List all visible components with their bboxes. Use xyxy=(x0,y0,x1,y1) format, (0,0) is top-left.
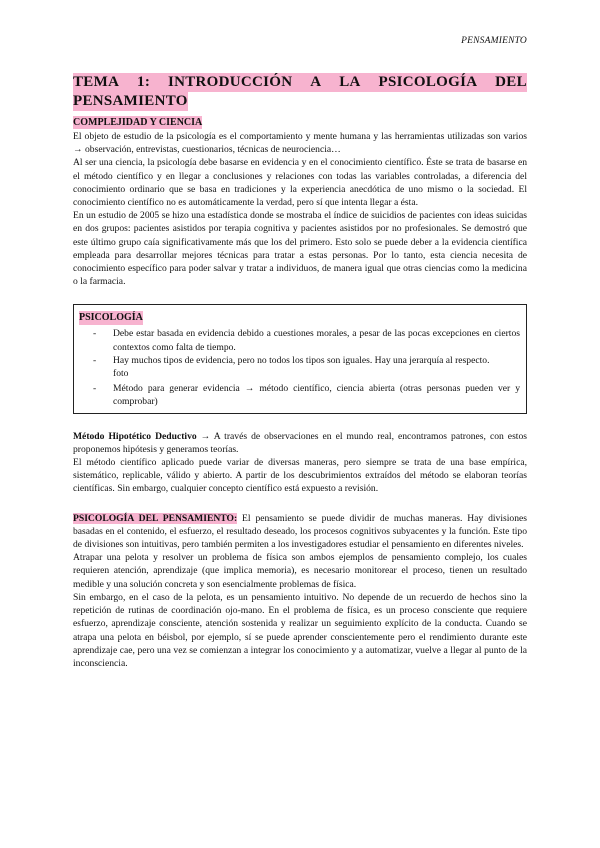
title-word: INTRODUCCIÓN xyxy=(167,74,293,90)
title-word: PSICOLOGÍA xyxy=(378,74,478,90)
title-word: TEMA xyxy=(73,74,120,90)
page-content xyxy=(73,73,527,670)
box-title: PSICOLOGÍA xyxy=(79,312,143,324)
list-item xyxy=(79,327,520,353)
title-word: LA xyxy=(339,74,361,90)
paragraph: El método científico aplicado puede variar de diversas maneras, pero siempre se trata de una base empírica, sistemático, replicable, válido y abierto. A partir de los descubrimientos extraídos del método se elaboran teorías científicas. Sin embargo, cualquier concepto científico está expuesto a revisión. xyxy=(73,457,527,495)
section-heading-complejidad: COMPLEJIDAD Y CIENCIA xyxy=(73,117,203,128)
title-word: 1: xyxy=(137,74,151,90)
term-metodo-hipotetico: Método Hipotético Deductivo xyxy=(73,430,197,442)
title-line-1 xyxy=(73,73,527,92)
photo-note: foto xyxy=(113,368,129,380)
dash-bullet: - xyxy=(93,383,97,395)
paragraph-lead xyxy=(73,512,527,552)
dash-bullet: - xyxy=(93,328,97,340)
title-word: DEL xyxy=(495,74,527,90)
paragraph: El objeto de estudio de la psicología es el comportamiento y mente humana y las herramientas utilizadas son varios → observación, entrevistas, cuestionarios, técnicas de neurociencia… xyxy=(73,131,527,156)
box-list-continued xyxy=(79,382,520,408)
paragraph: Atrapar una pelota y resolver un problema de física son ambos ejemplos de pensamiento complejo, los cuales requieren atención, aprendizaje (que implica memoria), es necesario monitorear el proceso, tienen un resultado medible y una solución concreta y son esencialmente problemas de física. xyxy=(73,552,527,590)
section-pensamiento xyxy=(73,512,527,670)
list-item xyxy=(79,354,520,367)
title-line-2: PENSAMIENTO xyxy=(73,93,188,109)
running-header: PENSAMIENTO xyxy=(461,36,527,46)
box-list xyxy=(79,327,520,367)
paragraph: Sin embargo, en el caso de la pelota, es un pensamiento intuitivo. No depende de un recuerdo de hechos sino la repetición de rutinas de coordinación ojo-mano. En el problema de física, es un proceso consciente que requiere esfuerzo, aprendizaje consciente, atención sostenida y realizar un seguimiento explícito de la conducta. Cuando se atrapa una pelota en béisbol, por ejemplo, sí se puede aprender conscientemente pero el rendimiento durante este aprendizaje cae, pero una vez se comienzan a integrar los conocimiento y a automatizar, vuelve a llegar al punto de la inconsciencia. xyxy=(73,591,527,669)
lead-text: El pensamiento se puede dividir de muchas maneras. Hay divisiones basadas en el contenido, el esfuerzo, el resultado deseado, los procesos cognitivos subyacentes y la función. Este tipo de divisiones son intuitivas, pero también permiten a los investigadores estudiar el pensamiento en diferentes niveles. xyxy=(73,512,527,551)
document-title xyxy=(73,73,527,111)
list-item-text: Debe estar basada en evidencia debido a cuestiones morales, a pesar de las pocas excepciones en ciertos contextos como falta de tiempo. xyxy=(113,328,520,353)
list-item-text: Hay muchos tipos de evidencia, pero no todos los tipos son iguales. Hay una jerarquía al respecto. xyxy=(113,354,490,366)
lead-text: → A través de observaciones en el mundo real, encontramos patrones, con estos proponemos hipótesis y generamos teorías. xyxy=(73,430,527,455)
paragraph: En un estudio de 2005 se hizo una estadística donde se mostraba el índice de suicidios de pacientes con ideas suicidas en dos grupos: pacientes asistidos por terapia cognitiva y pacientes asistidos por no profesionales. Se demostró que este último grupo caía significativamente más que los del primero. Esto solo se puede deber a la evidencia científica empleada para desarrollar mejores técnicas para tratar a estas personas. Por lo tanto, esta ciencia necesita de conocimiento específico para poder salvar y tratar a individuos, de manera igual que otras ciencias como la medicina o la farmacia. xyxy=(73,210,527,288)
list-item-text: Método para generar evidencia → método científico, ciencia abierta (otras personas pueden ver y comprobar) xyxy=(113,383,520,408)
paragraph-lead xyxy=(73,430,527,456)
section-heading-pensamiento: PSICOLOGÍA DEL PENSAMIENTO: xyxy=(73,512,238,524)
list-item xyxy=(79,382,520,408)
psicologia-box xyxy=(73,304,527,413)
dash-bullet: - xyxy=(93,354,97,366)
title-word: A xyxy=(310,74,322,90)
section-metodo xyxy=(73,430,527,496)
paragraph: Al ser una ciencia, la psicología debe basarse en evidencia y en el conocimiento científico. Éste se trata de basarse en el método científico y en llegar a conclusiones y relaciones con todas las variables controladas, a diferencia del conocimiento ordinario que se basa en tradiciones y la experiencia anecdótica de uno mismo o la sociedad. El conocimiento científico no es automáticamente la verdad, pero sí que intenta llegar a ésta. xyxy=(73,157,527,209)
